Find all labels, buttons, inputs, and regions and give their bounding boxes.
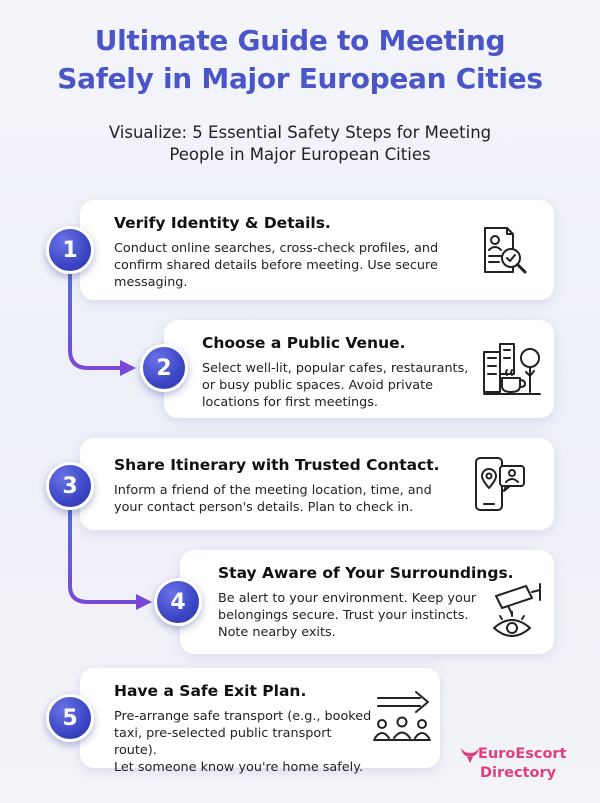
exit-arrow-group-icon [372, 690, 432, 746]
title-line-1: Ultimate Guide to Meeting [94, 24, 506, 57]
phone-location-icon [470, 454, 530, 516]
step-card-2 [164, 320, 554, 418]
cafe-building-icon [480, 338, 544, 400]
step-description: Inform a friend of the meeting location, time, and your contact person's details. Plan to check in. [114, 483, 432, 515]
step-card-3 [80, 438, 554, 530]
step-badge-3: 3 [46, 462, 94, 510]
step-card-1 [80, 200, 554, 300]
step-badge-1: 1 [46, 226, 94, 274]
step-title: Choose a Public Venue. [202, 334, 406, 352]
camera-eye-icon [488, 582, 546, 644]
subtitle-line-2: People in Major European Cities [169, 145, 431, 164]
step-description: Be alert to your environment. Keep your belongings secure. Trust your instincts. Note nearby exits. [218, 591, 477, 640]
step-description: Pre-arrange safe transport (e.g., booked taxi, pre-selected public transport route). Let someone know you're home safely. [114, 709, 372, 775]
step-badge-2: 2 [140, 344, 188, 392]
step-badge-5: 5 [46, 694, 94, 742]
connector-arrowhead-3-4 [136, 594, 152, 610]
logo-line-2: Directory [480, 765, 557, 781]
step-badge-4: 4 [154, 578, 202, 626]
document-search-icon [475, 222, 535, 282]
step-card-4 [180, 550, 554, 654]
step-title: Share Itinerary with Trusted Contact. [114, 456, 440, 474]
step-description: Conduct online searches, cross-check profiles, and confirm shared details before meeting. Use secure messaging. [114, 241, 439, 290]
brand-logo[interactable] [458, 744, 588, 792]
step-title: Verify Identity & Details. [114, 214, 331, 232]
step-card-5 [80, 668, 440, 775]
connector-arrowhead-1-2 [120, 360, 136, 376]
step-description: Select well-lit, popular cafes, restaurants, or busy public spaces. Avoid private locations for first meetings. [202, 361, 469, 410]
step-title: Stay Aware of Your Surroundings. [218, 564, 514, 582]
subtitle-line-1: Visualize: 5 Essential Safety Steps for Meeting [108, 123, 492, 142]
step-title: Have a Safe Exit Plan. [114, 682, 307, 700]
logo-line-1: EuroEscort [478, 746, 567, 762]
title-line-2: Safely in Major European Cities [57, 62, 543, 95]
